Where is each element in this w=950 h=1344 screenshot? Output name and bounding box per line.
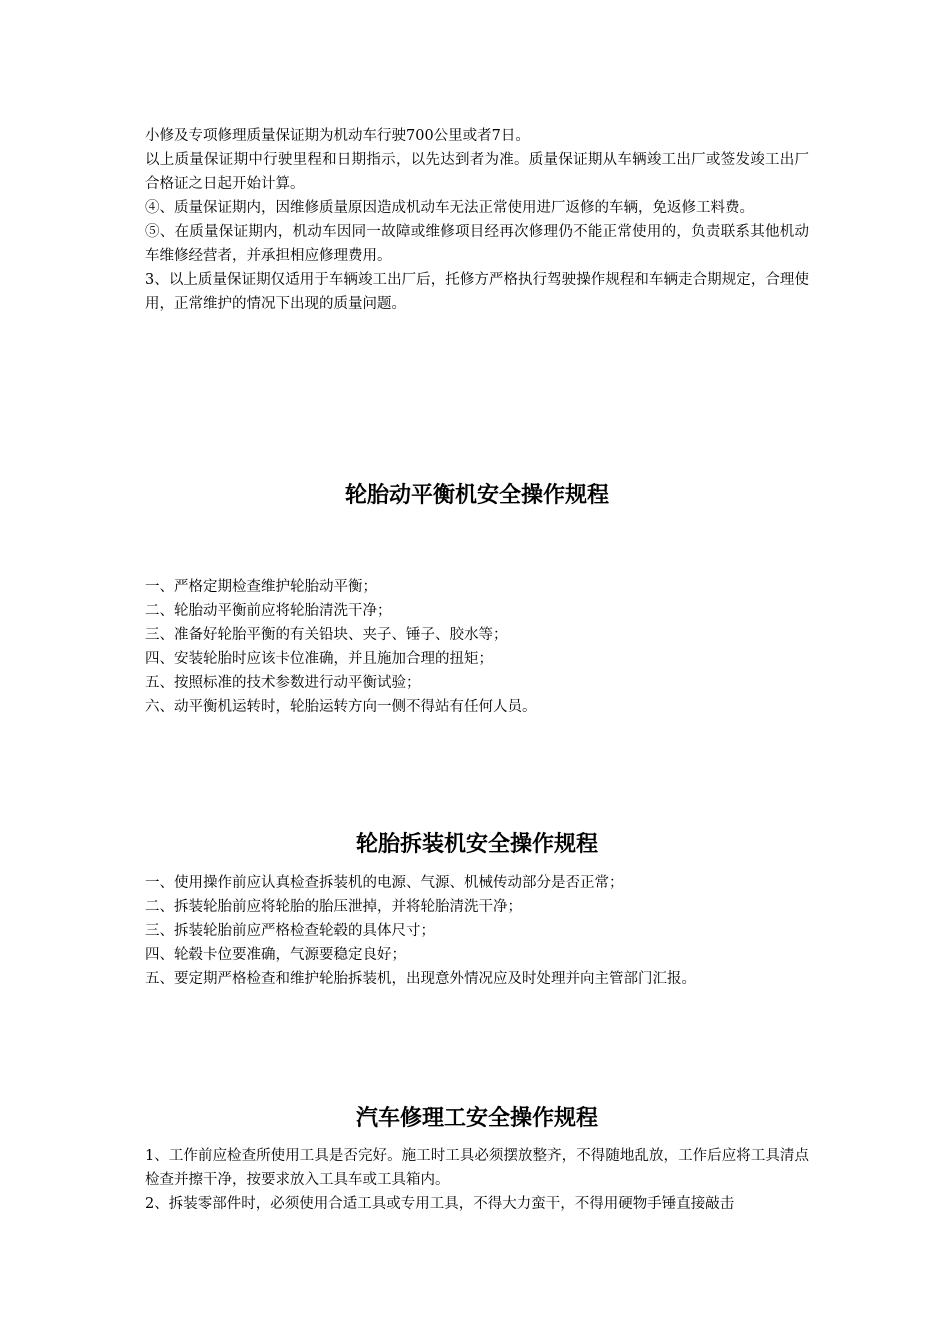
list-item: 五、按照标准的技术参数进行动平衡试验； bbox=[145, 675, 421, 691]
changer-rules-list bbox=[145, 871, 809, 991]
repair-rules-list bbox=[145, 1144, 809, 1216]
list-item: 2、拆装零部件时，必须使用合适工具或专用工具，不得大力蛮干，不得用硬物手锤直接敲击 bbox=[145, 1196, 735, 1212]
list-item: 五、要定期严格检查和维护轮胎拆装机，出现意外情况应及时处理并向主管部门汇报。 bbox=[145, 971, 696, 987]
section-title-balance: 轮胎动平衡机安全操作规程 bbox=[344, 483, 609, 508]
list-item: 1、工作前应检查所使用工具是否完好。施工时工具必须摆放整齐，不得随地乱放，工作后应将工具清点检查并擦干净，按要求放入工具车或工具箱内。 bbox=[145, 1148, 809, 1188]
list-item: 三、拆装轮胎前应严格检查轮毂的具体尺寸； bbox=[145, 923, 435, 939]
paragraph: 以上质量保证期中行驶里程和日期指示，以先达到者为准。质量保证期从车辆竣工出厂或签发竣工出厂合格证之日起开始计算。 bbox=[145, 152, 809, 192]
list-item: 四、轮毂卡位要准确，气源要稳定良好； bbox=[145, 947, 406, 963]
paragraph: 小修及专项修理质量保证期为机动车行驶700公里或者7日。 bbox=[145, 128, 530, 144]
changer-title-block bbox=[145, 830, 809, 860]
section-title-repair: 汽车修理工安全操作规程 bbox=[355, 1106, 598, 1131]
section-title-changer: 轮胎拆装机安全操作规程 bbox=[355, 832, 598, 857]
paragraph: ⑤、在质量保证期内，机动车因同一故障或维修项目经再次修理仍不能正常使用的，负责联系其他机动车维修经营者，并承担相应修理费用。 bbox=[145, 224, 809, 264]
list-item: 六、动平衡机运转时，轮胎运转方向一侧不得站有任何人员。 bbox=[145, 699, 537, 715]
list-item: 二、轮胎动平衡前应将轮胎清洗干净； bbox=[145, 603, 392, 619]
repair-title-block bbox=[145, 1104, 809, 1134]
warranty-section bbox=[145, 124, 809, 316]
list-item: 二、拆装轮胎前应将轮胎的胎压泄掉，并将轮胎清洗干净； bbox=[145, 899, 522, 915]
paragraph: ④、质量保证期内，因维修质量原因造成机动车无法正常使用进厂返修的车辆，免返修工料费。 bbox=[145, 200, 754, 216]
paragraph: 3、以上质量保证期仅适用于车辆竣工出厂后，托修方严格执行驾驶操作规程和车辆走合期规定，合理使用，正常维护的情况下出现的质量问题。 bbox=[145, 272, 809, 312]
list-item: 四、安装轮胎时应该卡位准确，并且施加合理的扭矩； bbox=[145, 651, 493, 667]
balance-title-block bbox=[145, 481, 809, 511]
list-item: 三、准备好轮胎平衡的有关铅块、夹子、锤子、胶水等； bbox=[145, 627, 508, 643]
list-item: 一、使用操作前应认真检查拆装机的电源、气源、机械传动部分是否正常； bbox=[145, 875, 624, 891]
list-item: 一、严格定期检查维护轮胎动平衡； bbox=[145, 579, 377, 595]
balance-rules-list bbox=[145, 575, 809, 719]
